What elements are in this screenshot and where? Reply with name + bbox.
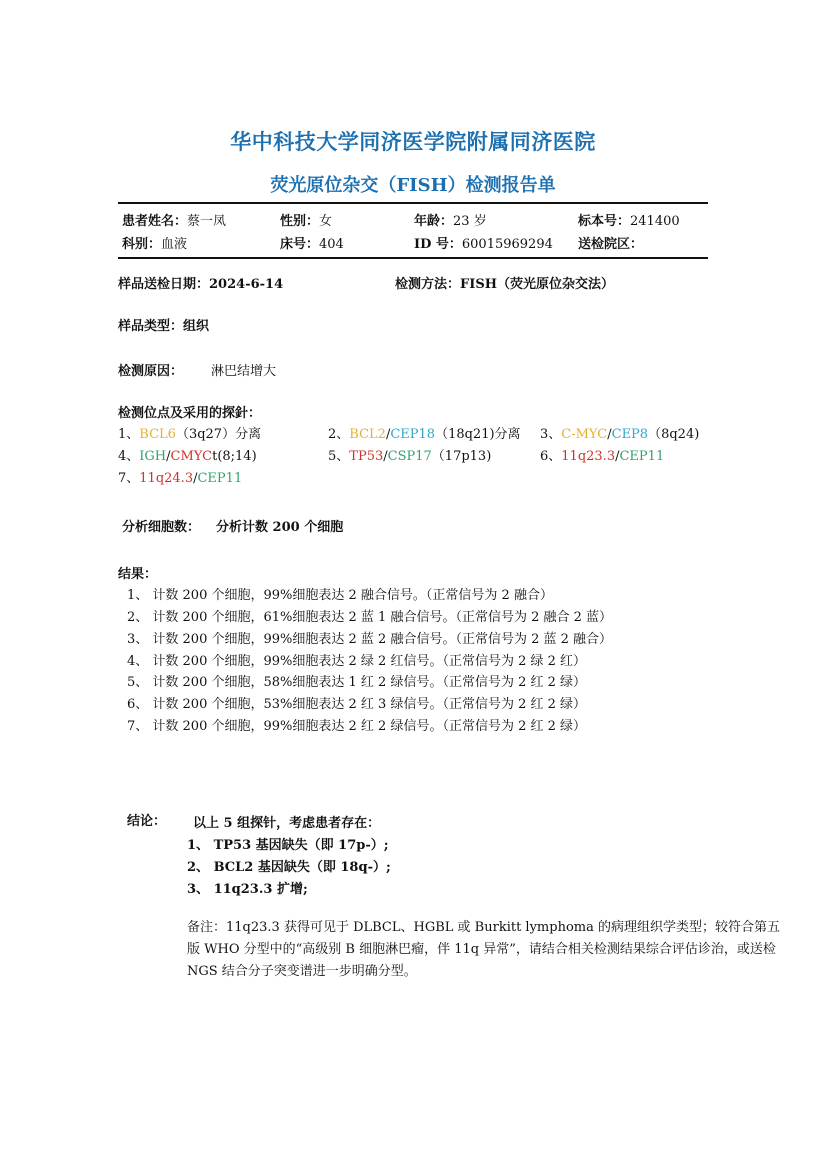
department bbox=[122, 233, 187, 252]
submitting-ward-label: 送检院区： bbox=[578, 237, 644, 252]
hospital-name: 华中科技大学同济医学院附属同济医院 bbox=[230, 129, 596, 154]
conclusion-label: 结论： bbox=[127, 814, 167, 829]
probe-2-control: CEP18 bbox=[390, 427, 436, 442]
test-reason bbox=[118, 360, 276, 379]
header-top-rule bbox=[118, 202, 708, 204]
sample-type bbox=[118, 315, 209, 334]
sample-type-label: 样品类型： bbox=[118, 319, 184, 334]
test-method bbox=[395, 273, 614, 292]
analyzed-cells-label: 分析细胞数： bbox=[122, 520, 201, 535]
conclusion-item: 2、 BCL2 基因缺失（即 18q-）; bbox=[187, 860, 391, 875]
probe-6 bbox=[540, 445, 664, 464]
probe-2 bbox=[328, 423, 521, 442]
remarks-note: 备注：11q23.3 获得可见于 DLBCL、HGBL 或 Burkitt lymphoma 的病理组织学类型；较符合第五版 WHO 分型中的“高级别 B 细胞淋巴瘤，伴 11q 异常”，请结合相关检测结果综合评估诊治，或送检 NGS 结合分子突变谱进一步明确分型。 bbox=[187, 920, 780, 979]
probe-3-index: 3、 bbox=[540, 427, 562, 442]
sample-type-value: 组织 bbox=[183, 319, 210, 334]
patient-age-value: 23 岁 bbox=[453, 214, 487, 229]
probe-5-gene: TP53 bbox=[349, 449, 384, 464]
patient-age bbox=[414, 210, 487, 229]
probe-2-sep: / bbox=[385, 427, 391, 442]
conclusion-intro: 以上 5 组探针，考虑患者存在： bbox=[193, 816, 381, 831]
result-line: 7、 计数 200 个细胞，99%细胞表达 2 红 2 绿信号。（正常信号为 2 红 2 绿） bbox=[127, 719, 587, 734]
result-line: 3、 计数 200 个细胞，99%细胞表达 2 蓝 2 融合信号。（正常信号为 2 蓝 2 融合） bbox=[127, 632, 613, 647]
patient-sex-value: 女 bbox=[319, 214, 333, 229]
patient-name bbox=[122, 210, 226, 229]
sample-date-value: 2024-6-14 bbox=[209, 277, 284, 292]
results-heading-label: 结果： bbox=[118, 567, 158, 582]
probe-3-gene: C-MYC bbox=[561, 427, 608, 442]
result-line: 1、 计数 200 个细胞，99%细胞表达 2 融合信号。（正常信号为 2 融合） bbox=[127, 588, 553, 603]
patient-id bbox=[414, 233, 553, 252]
probe-2-desc: （18q21)分离 bbox=[435, 427, 521, 442]
probe-1-gene: BCL6 bbox=[139, 427, 176, 442]
probe-7 bbox=[118, 467, 242, 486]
probe-7-control: CEP11 bbox=[197, 471, 243, 486]
probe-4-index: 4、 bbox=[118, 449, 140, 464]
test-method-value: FISH（荧光原位杂交法） bbox=[460, 277, 614, 292]
patient-sex bbox=[280, 210, 332, 229]
result-line: 4、 计数 200 个细胞，99%细胞表达 2 绿 2 红信号。（正常信号为 2 绿 2 红） bbox=[127, 654, 587, 669]
test-reason-value: 淋巴结增大 bbox=[211, 364, 277, 379]
submitting-ward bbox=[578, 233, 643, 252]
bed-number bbox=[280, 233, 344, 252]
probe-3-control: CEP8 bbox=[611, 427, 649, 442]
probe-6-control: CEP11 bbox=[619, 449, 665, 464]
test-reason-label: 检测原因： bbox=[118, 364, 184, 379]
probe-7-sep: / bbox=[193, 471, 198, 486]
probe-3-sep: / bbox=[607, 427, 612, 442]
probe-4-gene: IGH bbox=[139, 449, 167, 464]
probe-5-control: CSP17 bbox=[387, 449, 432, 464]
sample-date-label: 样品送检日期： bbox=[118, 277, 210, 292]
report-title: 荧光原位杂交（FISH）检测报告单 bbox=[270, 175, 556, 196]
probe-4-sep: / bbox=[166, 449, 171, 464]
patient-id-value: 60015969294 bbox=[461, 237, 553, 252]
result-line: 2、 计数 200 个细胞，61%细胞表达 2 蓝 1 融合信号。（正常信号为 2 融合 2 蓝） bbox=[127, 610, 613, 625]
sample-number-value: 241400 bbox=[630, 214, 680, 229]
bed-number-value: 404 bbox=[319, 237, 344, 252]
probe-3-desc: （8q24) bbox=[648, 427, 700, 442]
patient-sex-label: 性别： bbox=[280, 214, 320, 229]
probe-4 bbox=[118, 445, 257, 464]
sample-number bbox=[578, 210, 680, 229]
sample-number-label: 标本号： bbox=[578, 214, 631, 229]
probe-6-gene: 11q23.3 bbox=[561, 449, 616, 464]
probe-5-index: 5、 bbox=[328, 449, 350, 464]
probe-5 bbox=[328, 445, 491, 464]
probe-7-gene: 11q24.3 bbox=[139, 471, 194, 486]
probes-heading bbox=[118, 402, 261, 421]
probe-6-index: 6、 bbox=[540, 449, 562, 464]
header-bottom-rule bbox=[118, 257, 708, 259]
probe-4-partner: CMYC bbox=[170, 449, 213, 464]
patient-age-label: 年龄： bbox=[414, 214, 454, 229]
result-line: 5、 计数 200 个细胞，58%细胞表达 1 红 2 绿信号。（正常信号为 2 红 2 绿） bbox=[127, 675, 587, 690]
results-heading bbox=[118, 563, 157, 582]
probe-7-index: 7、 bbox=[118, 471, 140, 486]
test-method-label: 检测方法： bbox=[395, 277, 461, 292]
department-label: 科别： bbox=[122, 237, 162, 252]
conclusion-item: 1、 TP53 基因缺失（即 17p-）; bbox=[187, 838, 389, 853]
analyzed-cells bbox=[122, 516, 343, 535]
probe-3 bbox=[540, 423, 699, 442]
patient-id-label: ID 号： bbox=[414, 237, 462, 252]
probes-heading-label: 检测位点及采用的探針： bbox=[118, 406, 262, 421]
sample-date bbox=[118, 273, 283, 292]
conclusion-item: 3、 11q23.3 扩增; bbox=[187, 882, 308, 897]
department-value: 血液 bbox=[161, 237, 188, 252]
result-line: 6、 计数 200 个细胞，53%细胞表达 2 红 3 绿信号。（正常信号为 2 红 2 绿） bbox=[127, 697, 587, 712]
probe-2-gene: BCL2 bbox=[349, 427, 386, 442]
patient-name-label: 患者姓名： bbox=[122, 214, 188, 229]
probe-6-sep: / bbox=[615, 449, 620, 464]
analyzed-cells-value: 分析计数 200 个细胞 bbox=[216, 520, 344, 535]
patient-name-value: 蔡一凤 bbox=[187, 214, 227, 229]
probe-1-desc: （3q27）分离 bbox=[175, 427, 262, 442]
probe-1 bbox=[118, 423, 261, 442]
probe-1-index: 1、 bbox=[118, 427, 140, 442]
probe-5-desc: （17p13) bbox=[431, 449, 492, 464]
bed-number-label: 床号： bbox=[280, 237, 320, 252]
probe-2-index: 2、 bbox=[328, 427, 350, 442]
probe-5-sep: / bbox=[383, 449, 388, 464]
probe-4-desc: t(8;14) bbox=[212, 449, 257, 464]
